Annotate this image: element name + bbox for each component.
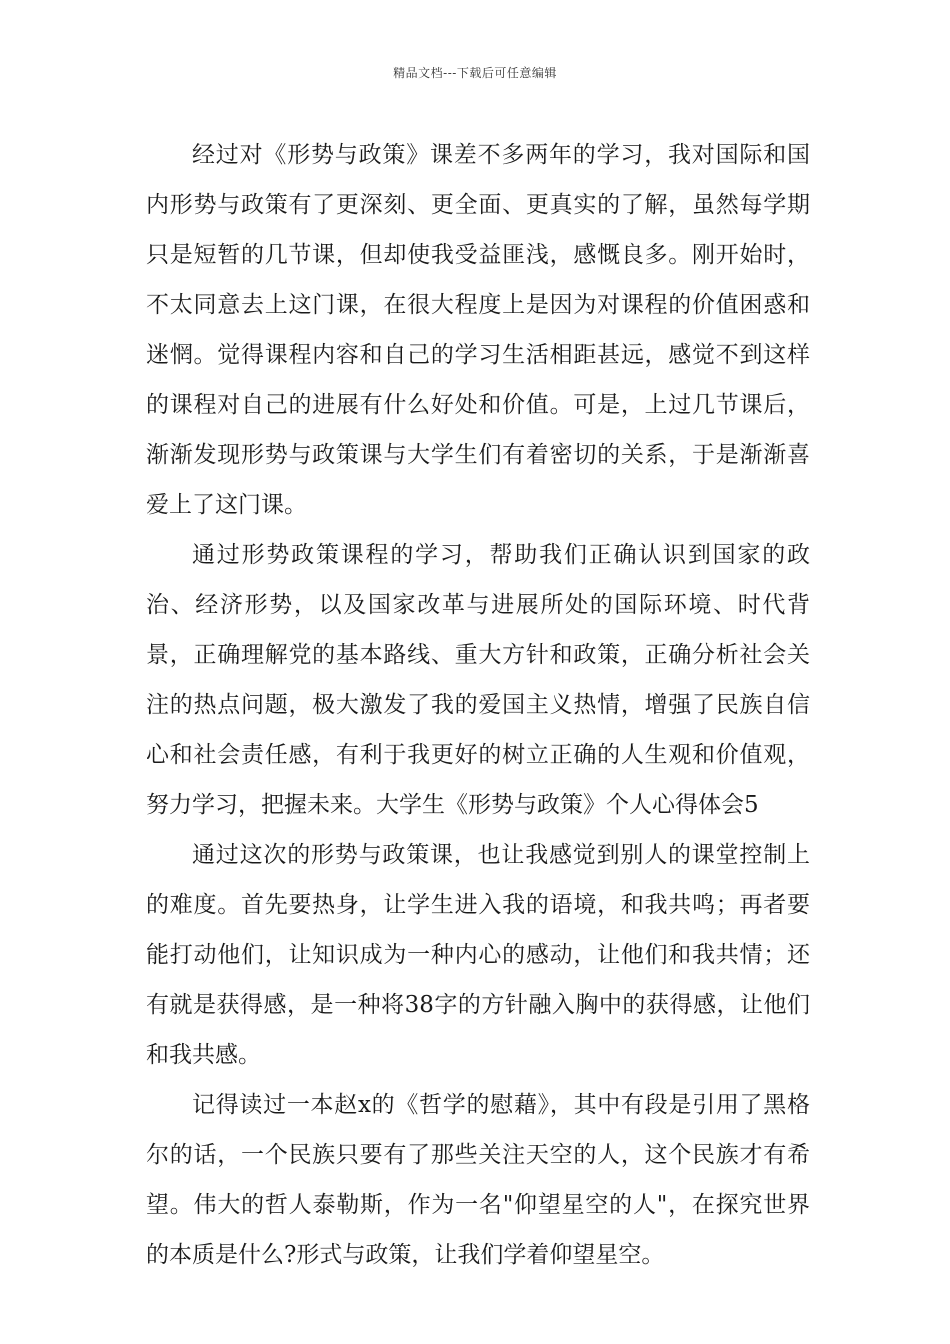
paragraph: 经过对《形势与政策》课差不多两年的学习，我对国际和国内形势与政策有了更深刻、更全面、更真实的了解，虽然每学期只是短暂的几节课，但却使我受益匪浅，感慨良多。刚开始时，不太同意去上这门课，在很大程度上是因为对课程的价值困惑和迷惘。觉得课程内容和自己的学习生活相距甚远，感觉不到这样的课程对自己的进展有什么好处和价值。可是，上过几节课后，渐渐发现形势与政策课与大学生们有着密切的关系，于是渐渐喜爱上了这门课。 — [146, 142, 810, 518]
paragraph: 通过形势政策课程的学习，帮助我们正确认识到国家的政治、经济形势，以及国家改革与进展所处的国际环境、时代背景，正确理解党的基本路线、重大方针和政策，正确分析社会关注的热点问题，极大激发了我的爱国主义热情，增强了民族自信心和社会责任感，有利于我更好的树立正确的人生观和价值观，努力学习，把握未来。大学生《形势与政策》个人心得体会5 — [146, 542, 810, 818]
paragraph: 通过这次的形势与政策课，也让我感觉到别人的课堂控制上的难度。首先要热身，让学生进入我的语境，和我共鸣；再者要能打动他们，让知识成为一种内心的感动，让他们和我共情；还有就是获得感，是一种将38字的方针融入胸中的获得感，让他们和我共感。 — [146, 842, 810, 1068]
document-body — [146, 130, 810, 1280]
paragraph: 记得读过一本赵x的《哲学的慰藉》，其中有段是引用了黑格尔的话，一个民族只要有了那些关注天空的人，这个民族才有希望。伟大的哲人泰勒斯，作为一名"仰望星空的人"，在探究世界的本质是什么?形式与政策，让我们学着仰望星空。 — [146, 1092, 810, 1268]
page-header: 精品文档---下载后可任意编辑 — [393, 66, 557, 80]
